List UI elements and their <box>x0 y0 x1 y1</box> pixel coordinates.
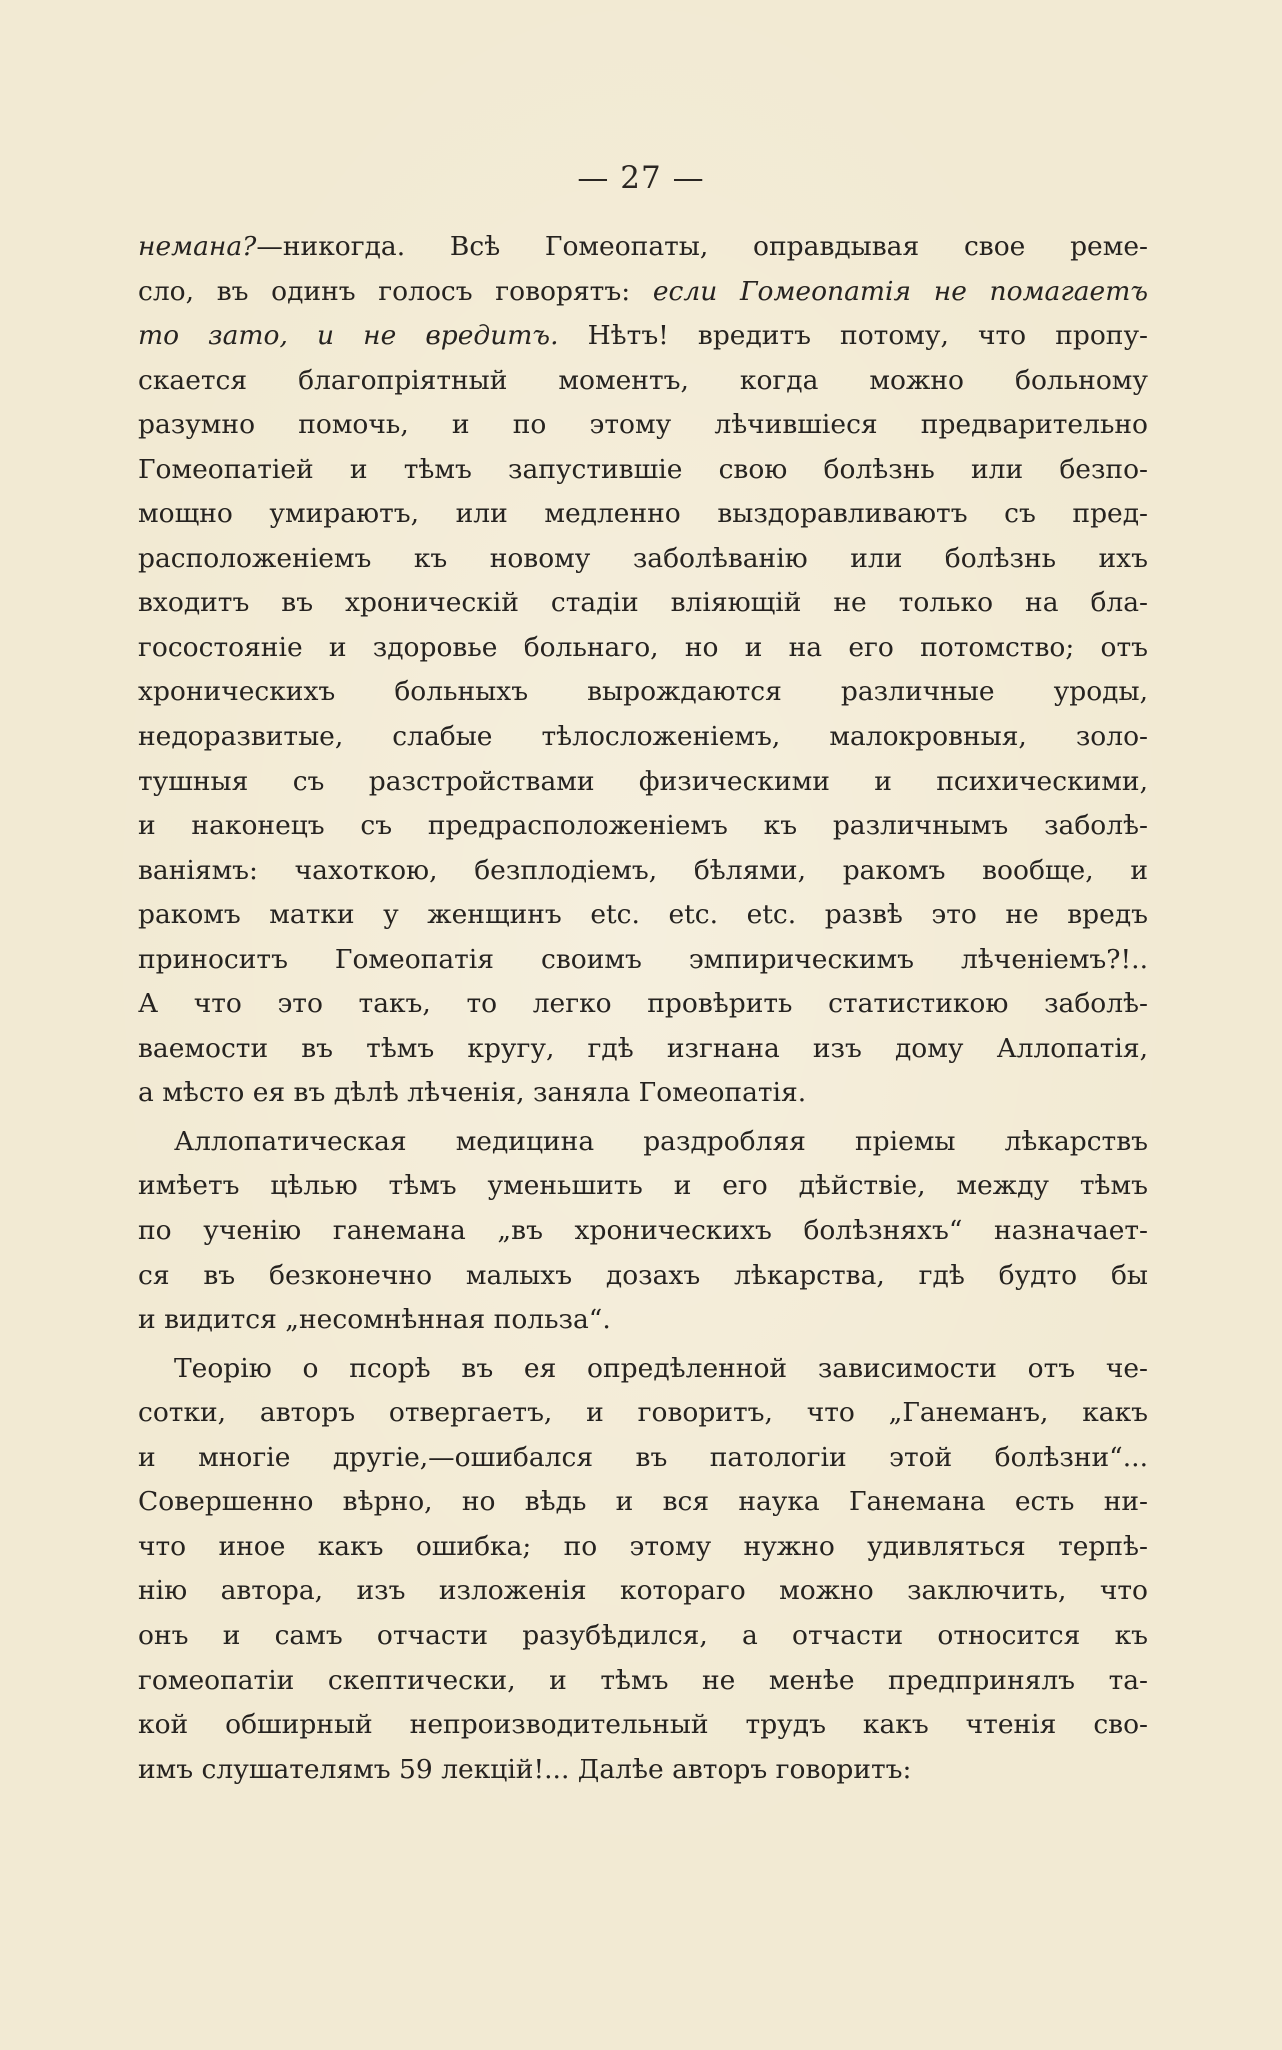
line-text: —никогда. Всѣ Гомеопаты, оправдывая свое реме- <box>256 231 1148 262</box>
line-text: Нѣтъ! вредитъ потому, что пропу- <box>558 320 1148 352</box>
text-line <box>138 1298 1148 1343</box>
text-line <box>138 1164 1148 1209</box>
text-line <box>138 1071 1148 1116</box>
text-line <box>138 1120 1148 1165</box>
line-text: приноситъ Гомеопатія своимъ эмпирическимъ лѣченіемъ?!.. <box>138 943 1148 975</box>
line-text: Аллопатическая медицина раздробляя пріемы лѣкарствъ <box>174 1125 1148 1157</box>
body-text <box>138 225 1148 1792</box>
line-text: онъ и самъ отчасти разубѣдился, а отчасти относится къ <box>138 1619 1148 1651</box>
text-line <box>138 1569 1148 1614</box>
text-line <box>138 1254 1148 1299</box>
text-line <box>138 492 1148 537</box>
line-text: Гомеопатіей и тѣмъ запустившіе свою болѣзнь или безпо- <box>138 453 1148 485</box>
line-text: Совершенно вѣрно, но вѣдь и вся наука Ганемана есть ни- <box>138 1486 1148 1518</box>
line-text: разумно помочь, и по этому лѣчившіеся предварительно <box>138 409 1148 441</box>
text-line <box>138 626 1148 671</box>
line-text: А что это такъ, то легко провѣрить статистикою заболѣ- <box>138 988 1148 1020</box>
line-text: и многіе другіе,—ошибался въ патологіи этой болѣзни“... <box>138 1441 1148 1473</box>
text-line <box>138 760 1148 805</box>
paragraph <box>138 1120 1148 1343</box>
text-line <box>138 893 1148 938</box>
line-text: ваніямъ: чахоткою, безплодіемъ, бѣлями, ракомъ вообще, и <box>138 854 1148 886</box>
line-text: входитъ въ хроническій стадіи вліяющій не только на бла- <box>138 587 1148 619</box>
line-text: мощно умираютъ, или медленно выздоравливаютъ съ пред- <box>138 498 1148 530</box>
line-text: госостояніе и здоровье больнаго, но и на его потомство; отъ <box>138 631 1148 663</box>
line-text: кой обширный непроизводительный трудъ какъ чтенія сво- <box>138 1709 1148 1741</box>
text-line <box>138 982 1148 1027</box>
text-line <box>138 359 1148 404</box>
line-text: что иное какъ ошибка; по этому нужно удивляться терпѣ- <box>138 1530 1148 1562</box>
paragraph <box>138 1347 1148 1792</box>
line-text: гомеопатіи скептически, и тѣмъ не менѣе предпринялъ та- <box>138 1664 1148 1696</box>
line-text: Теорію о псорѣ въ ея опредѣленной зависимости отъ че- <box>174 1352 1148 1384</box>
line-text: сло, въ одинъ голосъ говорятъ: <box>138 275 653 307</box>
text-line <box>138 270 1148 315</box>
text-line <box>138 1391 1148 1436</box>
text-line <box>138 1614 1148 1659</box>
text-line <box>138 670 1148 715</box>
line-text: скается благопріятный моментъ, когда можно больному <box>138 364 1148 396</box>
line-text: и наконецъ съ предрасположеніемъ къ различнымъ заболѣ- <box>138 810 1148 842</box>
text-line <box>138 581 1148 626</box>
italic-phrase: если Гомеопатія не помагаетъ <box>652 275 1148 307</box>
line-text: имъ слушателямъ 59 лекцій!... Далѣе авторъ говоритъ: <box>138 1753 912 1785</box>
text-line <box>138 537 1148 582</box>
text-line <box>138 1480 1148 1525</box>
text-line <box>138 403 1148 448</box>
line-text: а мѣсто ея въ дѣлѣ лѣченія, заняла Гомеопатія. <box>138 1077 807 1109</box>
text-line <box>138 448 1148 493</box>
text-line <box>138 225 1148 270</box>
italic-phrase: немана? <box>138 231 257 262</box>
line-text: и видится „несомнѣнная польза“. <box>138 1304 611 1336</box>
text-line <box>138 938 1148 983</box>
line-text: сотки, авторъ отвергаетъ, и говоритъ, что „Ганеманъ, какъ <box>138 1397 1148 1429</box>
line-text: имѣетъ цѣлью тѣмъ уменьшить и его дѣйствіе, между тѣмъ <box>138 1170 1148 1202</box>
text-line <box>138 1748 1148 1793</box>
text-line <box>138 1347 1148 1392</box>
line-text: недоразвитые, слабые тѣлосложеніемъ, малокровныя, золо- <box>138 721 1148 753</box>
line-text: нію автора, изъ изложенія котораго можно заключить, что <box>138 1575 1148 1607</box>
text-line <box>138 1525 1148 1570</box>
line-text: расположеніемъ къ новому заболѣванію или болѣзнь ихъ <box>138 542 1148 574</box>
text-line <box>138 1209 1148 1254</box>
line-text: тушныя съ разстройствами физическими и психическими, <box>138 765 1148 797</box>
line-text: хроническихъ больныхъ вырождаются различные уроды, <box>138 676 1148 708</box>
text-line <box>138 715 1148 760</box>
line-text: ваемости въ тѣмъ кругу, гдѣ изгнана изъ дому Аллопатія, <box>138 1032 1148 1064</box>
line-text: по ученію ганемана „въ хроническихъ болѣзняхъ“ назначает- <box>138 1215 1148 1247</box>
text-line <box>138 1703 1148 1748</box>
line-text: ся въ безконечно малыхъ дозахъ лѣкарства, гдѣ будто бы <box>138 1259 1148 1291</box>
paragraph <box>138 225 1148 1116</box>
text-line <box>138 804 1148 849</box>
text-line <box>138 314 1148 359</box>
text-line <box>138 1027 1148 1072</box>
line-text: ракомъ матки у женщинъ etc. etc. etc. развѣ это не вредъ <box>138 899 1148 931</box>
text-line <box>138 849 1148 894</box>
page-number: — 27 — <box>577 160 705 196</box>
italic-phrase: то зато, и не вредитъ. <box>138 320 559 352</box>
text-line <box>138 1436 1148 1481</box>
text-line <box>138 1659 1148 1704</box>
